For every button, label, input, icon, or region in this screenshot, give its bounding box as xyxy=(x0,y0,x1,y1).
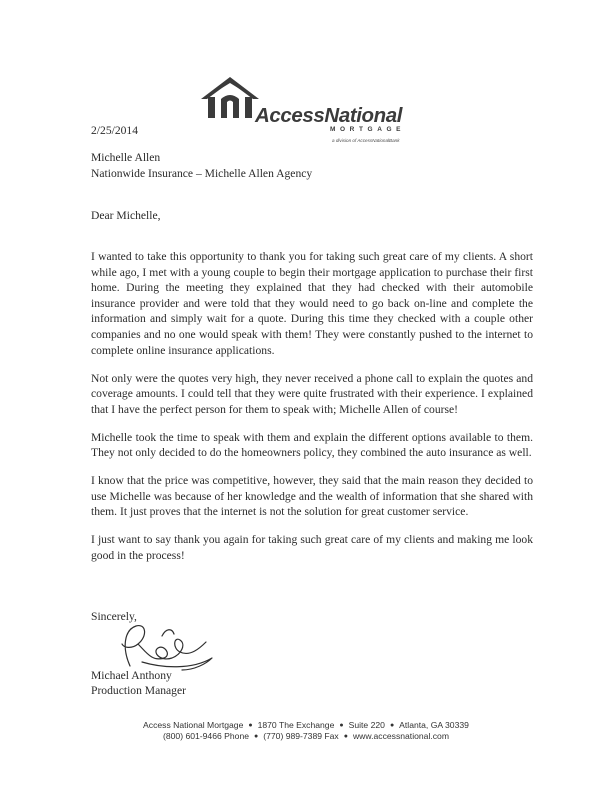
body-paragraph: Not only were the quotes very high, they never received a phone call to explain the quotes and coverage amounts. I could tell that they were quite frustrated with their experience. I explained that I have the perfect person for them to speak with; Michelle Allen of course! xyxy=(91,371,533,416)
salutation: Dear Michelle, xyxy=(91,209,161,222)
letter-date: 2/25/2014 xyxy=(91,124,139,137)
body-paragraph: Michelle took the time to speak with them and explain the different options available to them. They not only decided to do the homeowners policy, they combined the auto insurance as well. xyxy=(91,430,533,460)
bullet-icon: ● xyxy=(339,722,344,729)
footer-company: Access National Mortgage xyxy=(143,720,244,730)
closing: Sincerely, xyxy=(91,610,137,623)
footer-address xyxy=(0,720,612,730)
footer-website: www.accessnational.com xyxy=(352,731,449,741)
recipient-company: Nationwide Insurance – Michelle Allen Agency xyxy=(91,166,313,180)
footer-phone: (800) 601-9466 Phone xyxy=(163,731,250,741)
bullet-icon: ● xyxy=(343,733,348,740)
brand-subtitle: MORTGAGE xyxy=(330,126,406,133)
footer-fax: (770) 989-7389 Fax xyxy=(263,731,339,741)
letter-body xyxy=(91,249,533,576)
footer-suite: Suite 220 xyxy=(348,720,385,730)
footer-street: 1870 The Exchange xyxy=(257,720,335,730)
bullet-icon: ● xyxy=(248,722,253,729)
brand-name: AccessNational xyxy=(255,104,403,127)
body-paragraph: I know that the price was competitive, however, they said that the main reason they decided to use Michelle was because of her knowledge and the wealth of information that she shared with them. It just proves that the internet is not the solution for great customer service. xyxy=(91,474,533,519)
recipient-block xyxy=(91,150,541,181)
bullet-icon: ● xyxy=(389,722,395,729)
bullet-icon: ● xyxy=(254,733,259,740)
signature-block xyxy=(91,668,541,698)
recipient-name: Michelle Allen xyxy=(91,151,161,164)
brand-division: a division of AccessNationalBank xyxy=(332,138,400,143)
signer-name: Michael Anthony xyxy=(91,669,172,682)
footer-city: Atlanta, GA 30339 xyxy=(399,720,469,730)
house-logo-icon xyxy=(199,75,261,119)
body-paragraph: I wanted to take this opportunity to thank you for taking such great care of my clients. A short while ago, I met with a young couple to begin their mortgage application to purchase their first home. During the meeting they explained that they had checked with their automobile insurance provider and were told that they would need to go back on-line and complete the information and simply wait for a quote. During this time they checked with a couple other companies and no one would speak with them! They were constantly pushed to the internet to complete online insurance applications. xyxy=(91,250,533,357)
body-paragraph: I just want to say thank you again for taking such great care of my clients and making me look good in the process! xyxy=(91,533,533,563)
signer-title: Production Manager xyxy=(91,684,186,697)
footer-contact xyxy=(0,731,612,741)
